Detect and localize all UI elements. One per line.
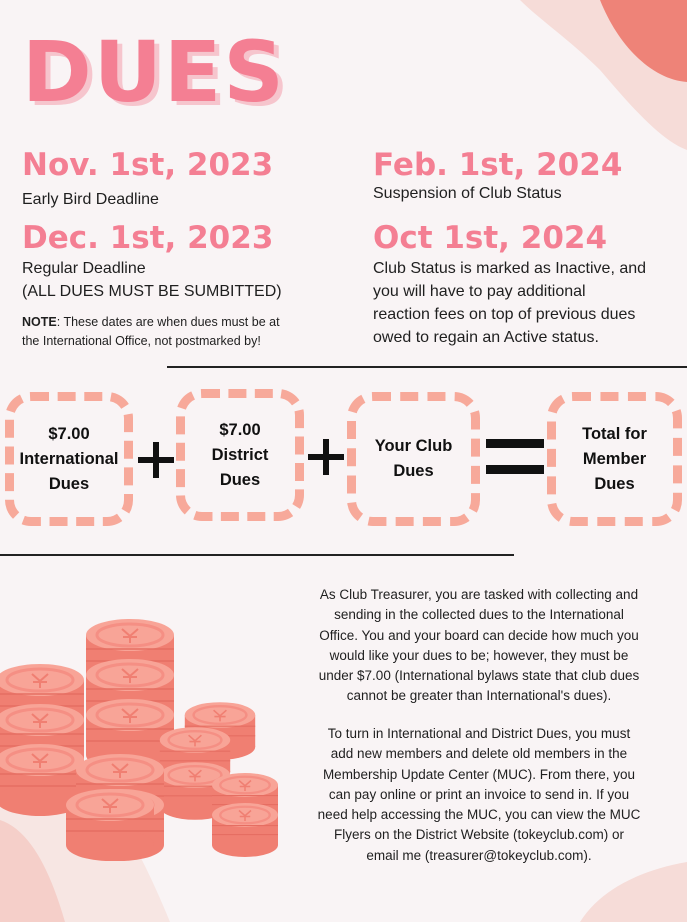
bottom-right-blob (580, 862, 687, 922)
paragraph-line: email me (treasurer@tokeyclub.com). (366, 847, 592, 863)
deadline-label-regular-note: (ALL DUES MUST BE SUMBITTED) (22, 283, 282, 300)
paragraph-line: Office. You and your board can decide how much you (319, 627, 639, 643)
box-club-dues (347, 392, 480, 526)
box-line: International (19, 449, 119, 468)
page-title: DUES (22, 23, 286, 121)
paragraph-line: can pay online or print an invoice to send in. If you (328, 786, 630, 802)
plus-icon (136, 440, 176, 480)
box-line: $7.00 (48, 424, 90, 443)
box-line: Member (582, 449, 647, 468)
box-line: Dues (594, 474, 635, 493)
deadline-label-regular: Regular Deadline (22, 260, 146, 277)
note-label: NOTE (22, 315, 57, 329)
deadline-date-regular: Dec. 1st, 2023 (22, 220, 274, 256)
inactive-line: owed to regain an Active status. (373, 329, 599, 346)
deadline-label-early: Early Bird Deadline (22, 191, 159, 208)
coin-stack-icon (0, 595, 300, 885)
inactive-line: reaction fees on top of previous dues (373, 306, 636, 323)
paragraph-line: Flyers on the District Website (tokeyclub.com) or (333, 827, 625, 843)
paragraph-submit-dues (284, 724, 674, 866)
deadline-label-suspension: Suspension of Club Status (373, 185, 562, 202)
paragraph-line: Membership Update Center (MUC). From there, you (322, 766, 636, 782)
box-line: District (211, 445, 269, 464)
divider-bottom (0, 554, 514, 556)
paragraph-line: would like your dues to be; however, they must be (329, 647, 629, 663)
paragraph-line: As Club Treasurer, you are tasked with collecting and (319, 587, 639, 602)
box-line: Dues (393, 462, 434, 480)
paragraph-line: cannot be greater than International's dues). (346, 688, 612, 704)
deadline-date-early: Nov. 1st, 2023 (22, 147, 274, 183)
deadline-label-inactive (373, 257, 687, 349)
box-line: Dues (48, 474, 90, 493)
deadline-date-suspension: Feb. 1st, 2024 (373, 147, 623, 183)
paragraph-line: under $7.00 (International bylaws state that club dues (318, 668, 640, 684)
paragraph-line: sending in the collected dues to the International (334, 607, 624, 623)
note (22, 313, 280, 351)
box-total-dues (547, 392, 682, 526)
box-line: Total for (582, 424, 647, 443)
paragraph-line: To turn in International and District Dues, you must (327, 726, 631, 741)
box-line: $7.00 (219, 420, 261, 439)
inactive-line: you will have to pay additional (373, 283, 586, 300)
note-text-1: : These dates are when dues must be at (56, 315, 280, 329)
plus-icon (306, 437, 346, 477)
paragraph-treasurer-role (284, 585, 674, 707)
box-district-dues (176, 389, 304, 521)
equals-icon (486, 437, 544, 477)
box-line: Dues (219, 470, 261, 489)
box-international-dues (5, 392, 133, 526)
paragraph-line: add new members and delete old members in the (330, 746, 628, 762)
note-text-2: the International Office, not postmarked by! (22, 334, 261, 348)
box-line: Your Club (374, 437, 453, 455)
divider-top (167, 366, 687, 368)
deadline-date-inactive: Oct 1st, 2024 (373, 220, 608, 256)
inactive-line: Club Status is marked as Inactive, and (373, 260, 647, 277)
paragraph-line: need help accessing the MUC, you can view the MUC (317, 807, 641, 823)
